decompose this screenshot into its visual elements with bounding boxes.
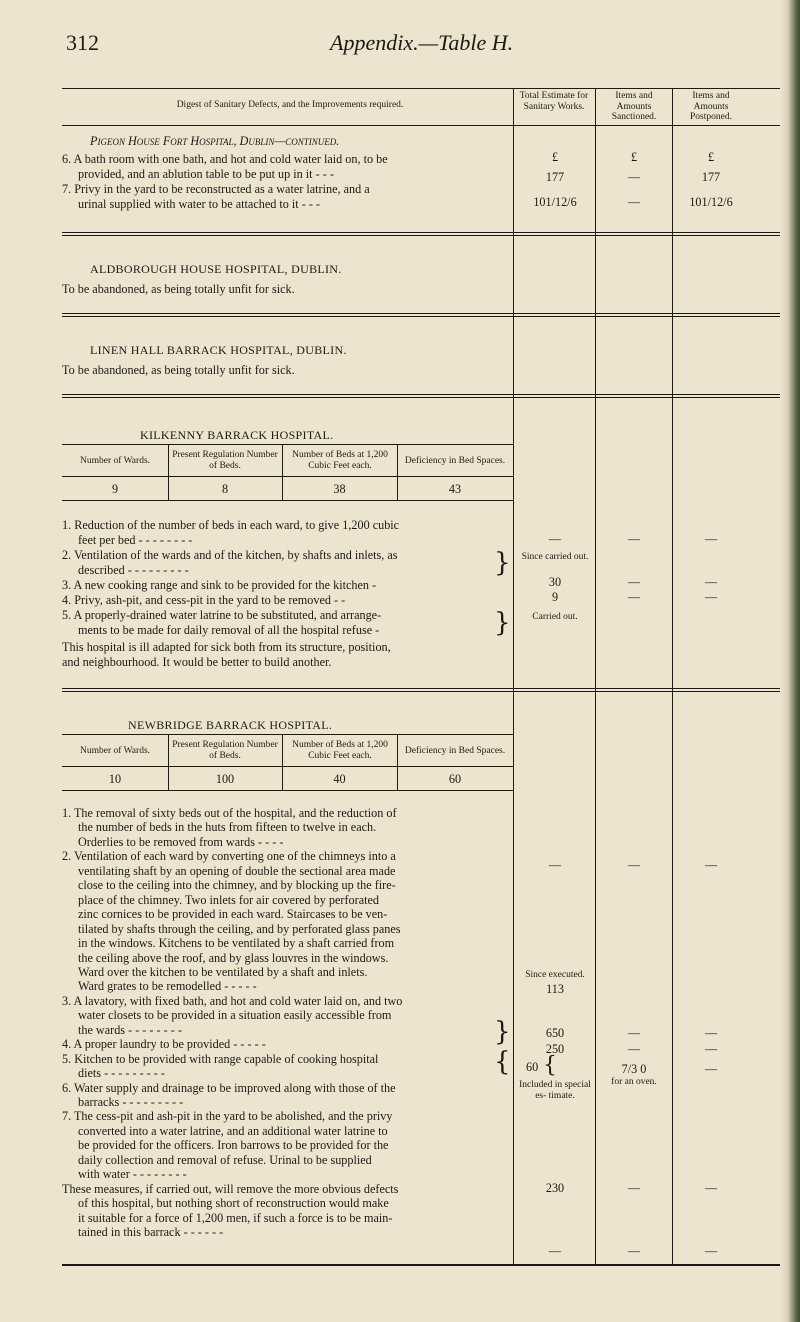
kilkenny-line: 2. Ventilation of the wards and of the kitchen, by shafts and inlets, as: [62, 548, 398, 562]
pigeon-item-6-line1: 6. A bath room with one bath, and hot and cold water laid on, to be: [62, 152, 388, 166]
kilkenny-title: KILKENNY BARRACK HOSPITAL.: [140, 428, 334, 442]
col-header-total: Total Estimate for Sanitary Works.: [519, 91, 589, 112]
pigeon-sanctioned-7: —: [627, 195, 641, 209]
newbridge-sanctioned-3: —: [627, 1026, 641, 1040]
newbridge-title: NEWBRIDGE BARRACK HOSPITAL.: [128, 718, 333, 732]
newbridge-line: of this hospital, but nothing short of reconstruction would make: [78, 1196, 389, 1211]
stats-table-rule: [62, 500, 513, 501]
stats-table-rule: [62, 734, 513, 735]
stats-table-rule: [62, 476, 513, 477]
newbridge-postponed-1: —: [704, 858, 718, 872]
newbridge-line: be provided for the officers. Iron barrows to be provided for the: [78, 1138, 389, 1153]
kilkenny-line: 4. Privy, ash-pit, and cess-pit in the yard to be removed - -: [62, 593, 346, 607]
newbridge-line: 7. The cess-pit and ash-pit in the yard to be abolished, and the privy: [62, 1109, 393, 1124]
kilkenny-sanctioned: —: [627, 575, 641, 589]
kilkenny-line: 1. Reduction of the number of beds in each ward, to give 1,200 cubic: [62, 518, 400, 532]
newbridge-line: diets - - - - - - - - -: [78, 1066, 165, 1081]
newbridge-line: the number of beds in the huts from fifteen to twelve in each.: [78, 820, 377, 835]
aldborough-text: To be abandoned, as being totally unfit for sick.: [62, 282, 295, 296]
brace-icon: }: [494, 1017, 511, 1047]
newbridge-total-3: 650: [545, 1026, 565, 1040]
newbridge-line: barracks - - - - - - - - -: [78, 1095, 184, 1109]
stats-cell: 8: [221, 482, 229, 496]
pound-sign: £: [707, 150, 715, 164]
stats-header: Present Regulation Number of Beds.: [172, 450, 278, 471]
newbridge-sanctioned-7: —: [627, 1181, 641, 1195]
pigeon-postponed-7: 101/12/6: [689, 195, 733, 209]
stats-header: Number of Beds at 1,200 Cubic Feet each.: [292, 740, 388, 761]
section-rule: [62, 688, 780, 689]
pigeon-item-7-line1: 7. Privy in the yard to be reconstructed as a water latrine, and a: [62, 182, 370, 196]
kilkenny-line: feet per bed - - - - - - - -: [78, 533, 193, 547]
newbridge-line: the ceiling above the roof, and by glass louvres in the windows.: [78, 950, 389, 965]
newbridge-line: in the windows. Kitchens to be ventilated by a shaft carried from: [78, 936, 395, 951]
newbridge-line: Ward over the kitchen to be ventilated by a shaft and inlets.: [78, 964, 368, 979]
newbridge-total-1: —: [548, 858, 562, 872]
kilkenny-line: This hospital is ill adapted for sick both from its structure, position,: [62, 640, 391, 654]
section-rule: [62, 313, 780, 314]
kilkenny-total-4: 9: [551, 590, 559, 604]
stats-cell: 60: [448, 772, 462, 786]
page-header: [0, 30, 800, 70]
kilkenny-total-3: 30: [548, 575, 562, 589]
pigeon-sanctioned-6: —: [627, 170, 641, 184]
kilkenny-line: and neighbourhood. It would be better to build another.: [62, 655, 332, 669]
newbridge-line: the wards - - - - - - - -: [78, 1022, 182, 1037]
newbridge-line: with water - - - - - - - -: [78, 1167, 187, 1182]
newbridge-line: tained in this barrack - - - - - -: [78, 1225, 224, 1240]
newbridge-oven-note: for an oven.: [611, 1077, 657, 1087]
pigeon-postponed-6: 177: [701, 170, 721, 184]
newbridge-postponed-4: —: [704, 1042, 718, 1056]
newbridge-oven-amount: 7/3 0: [621, 1062, 647, 1076]
newbridge-line: Orderlies to be removed from wards - - - -: [78, 834, 284, 849]
section-rule: [62, 232, 780, 233]
brace-icon: {: [543, 1053, 557, 1078]
newbridge-line: close to the ceiling into the chimney, and by blocking up the fire-: [78, 878, 396, 893]
newbridge-line: converted into a water latrine, and an additional water latrine to: [78, 1123, 388, 1138]
stats-header: Present Regulation Number of Beds.: [172, 740, 278, 761]
brace-icon: {: [494, 1047, 511, 1077]
pigeon-total-7: 101/12/6: [533, 195, 577, 209]
pound-sign: £: [630, 150, 638, 164]
linen-text: To be abandoned, as being totally unfit for sick.: [62, 363, 295, 377]
newbridge-sanctioned-end: —: [627, 1244, 641, 1258]
kilkenny-sanctioned: —: [627, 590, 641, 604]
newbridge-postponed-end: —: [704, 1244, 718, 1258]
col-rule-3: [672, 88, 673, 1266]
kilkenny-total-1: —: [548, 532, 562, 546]
kilkenny-line: 3. A new cooking range and sink to be provided for the kitchen -: [62, 578, 377, 592]
newbridge-postponed-3: —: [704, 1026, 718, 1040]
stats-header: Deficiency in Bed Spaces.: [404, 746, 506, 756]
pigeon-title: Pigeon House Fort Hospital, Dublin—continued.: [90, 134, 340, 148]
kilkenny-postponed: —: [704, 575, 718, 589]
running-head: Appendix.—Table H.: [330, 30, 514, 55]
newbridge-total-2: 113: [546, 982, 564, 996]
newbridge-line: it suitable for a force of 1,200 men, if such a force is to be main-: [78, 1210, 393, 1225]
page-edge: [780, 0, 800, 1322]
kilkenny-postponed: —: [704, 532, 718, 546]
brace-icon: }: [494, 548, 511, 578]
newbridge-line: 3. A lavatory, with fixed bath, and hot and cold water laid on, and two: [62, 993, 403, 1008]
stats-cell: 9: [111, 482, 119, 496]
linen-title: LINEN HALL BARRACK HOSPITAL, DUBLIN.: [90, 343, 347, 357]
newbridge-line: 1. The removal of sixty beds out of the hospital, and the reduction of: [62, 806, 397, 820]
stats-cell: 40: [333, 772, 346, 786]
section-rule: [62, 235, 780, 236]
newbridge-line: 4. A proper laundry to be provided - - - - -: [62, 1037, 266, 1052]
table-bottom-rule: [62, 1264, 780, 1266]
newbridge-sanctioned-1: —: [627, 858, 641, 872]
stats-table-rule: [62, 444, 513, 445]
section-rule: [62, 394, 780, 395]
aldborough-title: ALDBOROUGH HOUSE HOSPITAL, DUBLIN.: [90, 262, 342, 276]
newbridge-line: 5. Kitchen to be provided with range capable of cooking hospital: [62, 1051, 379, 1066]
stats-cell: 10: [108, 772, 122, 786]
kilkenny-line: 5. A properly-drained water latrine to be substituted, and arrange-: [62, 608, 382, 622]
newbridge-line: These measures, if carried out, will remove the more obvious defects: [62, 1181, 399, 1196]
kilkenny-total-2: Since carried out.: [521, 552, 589, 562]
newbridge-total-7: 230: [545, 1181, 565, 1195]
kilkenny-sanctioned: —: [627, 532, 641, 546]
stats-header: Number of Wards.: [79, 746, 151, 756]
kilkenny-total-5: Carried out.: [532, 612, 578, 622]
newbridge-line: 6. Water supply and drainage to be improved along with those of the: [62, 1080, 396, 1095]
section-rule: [62, 691, 780, 692]
page-number: 312: [66, 30, 99, 55]
stats-header: Deficiency in Bed Spaces.: [404, 456, 506, 466]
newbridge-line: place of the chimney. Two inlets for air covered by perforated: [78, 892, 380, 907]
pigeon-total-6: 177: [545, 170, 565, 184]
newbridge-line: 2. Ventilation of each ward by converting one of the chimneys into a: [62, 849, 396, 864]
newbridge-included: Included in special es- timate.: [519, 1080, 591, 1101]
brace-icon: }: [494, 608, 511, 638]
pigeon-item-7-line2: urinal supplied with water to be attached to it - - -: [78, 197, 320, 211]
stats-cell: 100: [215, 772, 235, 786]
kilkenny-line: described - - - - - - - - -: [78, 563, 189, 577]
col-header-postponed: Items and Amounts Postponed.: [690, 91, 732, 122]
pigeon-item-6-line2: provided, and an ablution table to be put up in it - - -: [78, 167, 334, 181]
newbridge-since-executed: Since executed.: [525, 970, 585, 980]
stats-cell: 38: [333, 482, 346, 496]
newbridge-line: Ward grates to be remodelled - - - - -: [78, 979, 257, 994]
kilkenny-postponed: —: [704, 590, 718, 604]
newbridge-sanctioned-4: —: [627, 1042, 641, 1056]
kilkenny-line: ments to be made for daily removal of all the hospital refuse -: [78, 623, 380, 637]
col-header-digest: Digest of Sanitary Defects, and the Improvements required.: [176, 100, 404, 110]
newbridge-line: water closets to be provided in a situation easily accessible from: [78, 1008, 392, 1023]
newbridge-total-4: 250: [545, 1042, 565, 1056]
pound-sign: £: [551, 150, 559, 164]
newbridge-total-5: 60: [526, 1060, 539, 1074]
newbridge-line: zinc cornices to be provided in each ward. Staircases to be ven-: [78, 907, 388, 922]
stats-header: Number of Beds at 1,200 Cubic Feet each.: [292, 450, 388, 471]
newbridge-postponed-5: —: [704, 1062, 718, 1076]
newbridge-postponed-7: —: [704, 1181, 718, 1195]
newbridge-total-end: —: [548, 1244, 562, 1258]
section-rule: [62, 397, 780, 398]
newbridge-line: tilated by shafts through the ceiling, and by perforated glass panes: [78, 921, 401, 936]
stats-table-rule: [62, 790, 513, 791]
col-header-sanctioned: Items and Amounts Sanctioned.: [611, 91, 657, 122]
newbridge-line: ventilating shaft by an opening of double the sectional area made: [78, 863, 396, 878]
stats-cell: 43: [448, 482, 462, 496]
newbridge-line: daily collection and removal of refuse. Urinal to be supplied: [78, 1152, 372, 1167]
section-rule: [62, 316, 780, 317]
stats-table-rule: [62, 766, 513, 767]
stats-header: Number of Wards.: [79, 456, 151, 466]
